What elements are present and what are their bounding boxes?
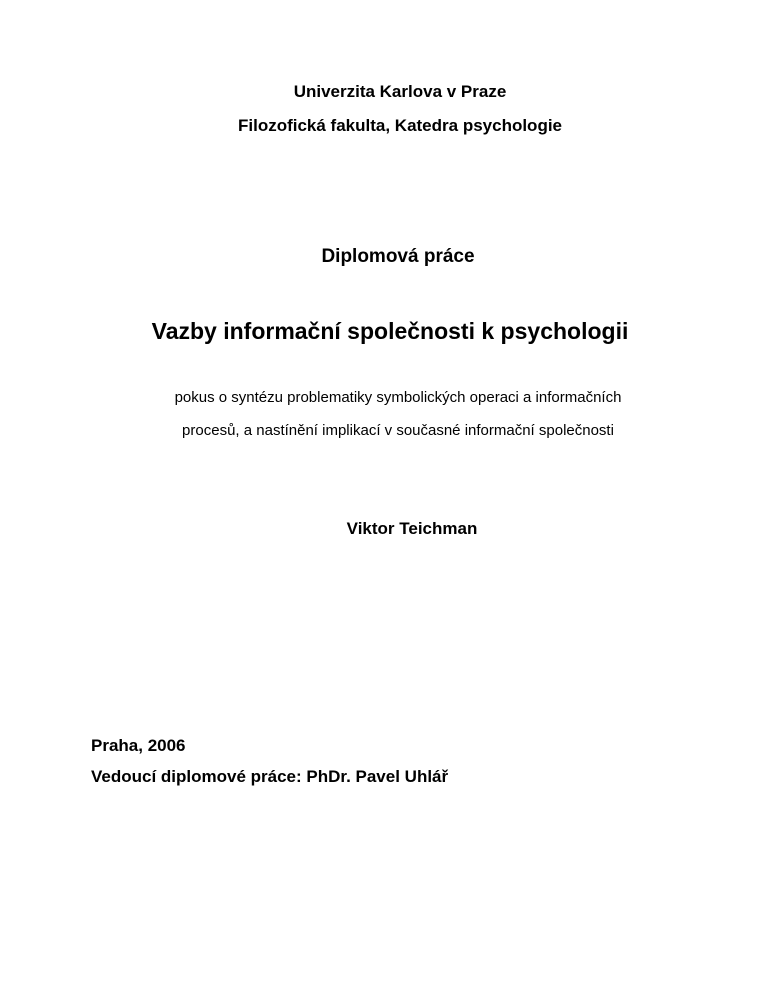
author-name: Viktor Teichman	[346, 519, 478, 538]
faculty-department: Filozofická fakulta, Katedra psychologie	[237, 116, 563, 135]
place-and-year: Praha, 2006	[91, 736, 186, 755]
university-name: Univerzita Karlova v Praze	[293, 82, 507, 101]
thesis-type: Diplomová práce	[321, 246, 475, 267]
thesis-subtitle-line-1: pokus o syntézu problematiky symbolických operaci a informačních	[174, 389, 622, 406]
thesis-supervisor: Vedoucí diplomové práce: PhDr. Pavel Uhlář	[91, 767, 449, 786]
thesis-subtitle-line-2: procesů, a nastínění implikací v současné informační společnosti	[182, 422, 614, 439]
thesis-title: Vazby informační společnosti k psychologii	[151, 318, 629, 344]
